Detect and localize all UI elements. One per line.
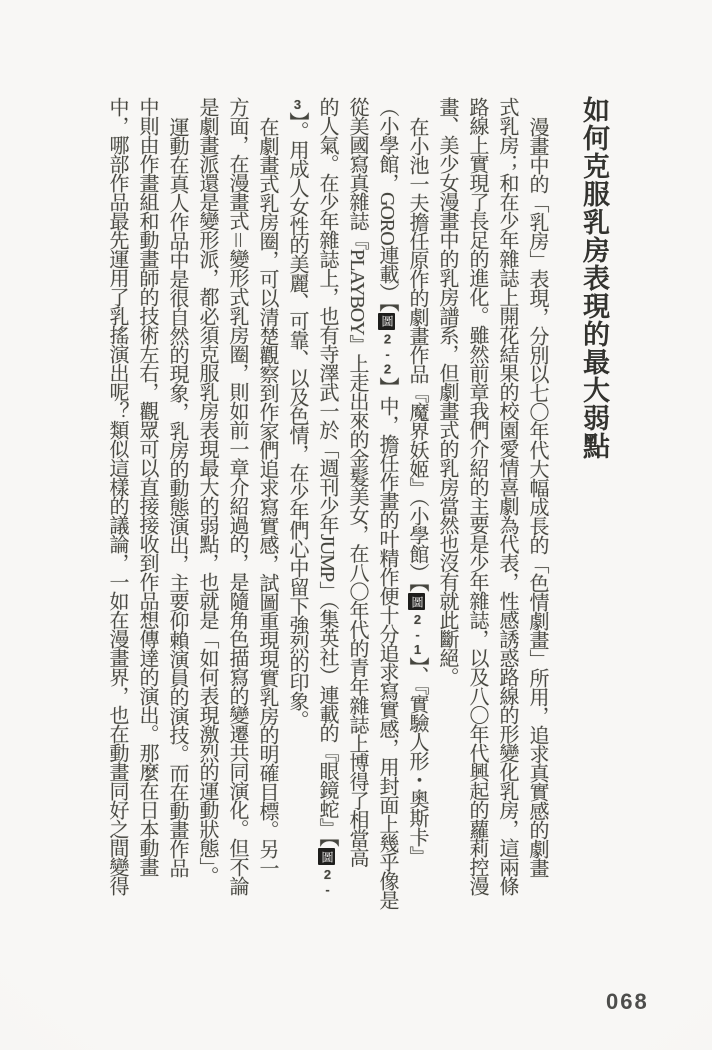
text-run: 畫、美少女漫畫中的乳房譜系，但劇畫式的乳房當然也沒有就此斷絕。 — [436, 97, 458, 686]
text-run: 是劇畫派還是變形派，都必須克服乳房表現最大的弱點，也就是「如何表現激烈的運動狀態」。 — [196, 97, 218, 885]
text-column — [222, 97, 252, 909]
text-run: 式乳房；和在少年雜誌上開花結果的校園愛情喜劇為代表，性感誘惑路線的形變化乳房，這兩條 — [496, 97, 518, 895]
text-run: 中，哪部作品最先運用了乳搖演出呢？類似這樣的議論，一如在漫畫界，也在動畫同好之間變得 — [106, 97, 128, 895]
text-column — [492, 97, 522, 909]
text-run: 在劇畫式乳房圈，可以清楚觀察到作家們追求寫實感，試圖重現現實乳房的明確目標。另一 — [256, 117, 278, 877]
text-column — [372, 97, 402, 909]
figure-ref-icon: 圖 — [378, 313, 395, 330]
text-run: 從美國寫真雜誌『PLAYBOY』上走出來的金髮美女，在八〇年代的青年雜誌上博得了相當高 — [346, 97, 368, 867]
figure-ref-number: 3 — [290, 97, 305, 112]
text-column — [282, 97, 312, 909]
text-run: 路線上實現了長足的進化。雖然前章我們介紹的主要是少年雜誌，以及八〇年代興起的蘿莉控漫 — [466, 97, 488, 895]
figure-ref-number: 2- — [320, 867, 335, 898]
text-run: 在小池一夫擔任原作的劇畫作品『魔界妖姬』（小學館）【 — [406, 117, 428, 591]
text-column — [102, 97, 132, 909]
text-column — [402, 97, 432, 909]
text-run: 】、『實驗人形・奧斯卡』 — [406, 657, 428, 865]
body-text — [102, 97, 552, 909]
text-run: （小學館，GORO連載）【 — [376, 97, 398, 311]
figure-ref-number: 2-2 — [380, 331, 395, 377]
figure-ref-number: 2-1 — [410, 612, 425, 657]
text-column — [312, 97, 342, 909]
text-run: 中則由作畫組和動畫師的技術左右，觀眾可以直接接收到作品想傳達的演出。那麼在日本動畫 — [136, 97, 158, 876]
text-column — [252, 97, 282, 909]
text-column — [522, 97, 552, 909]
text-run: 的人氣。在少年雜誌上，也有寺澤武一於「週刊少年JUMP」（集英社）連載的『眼鏡蛇』【 — [316, 97, 338, 847]
page-title: 如何克服乳房表現的最大弱點 — [579, 96, 609, 460]
text-run: 】中，擔任作畫的叶精作便十分追求寫實感，用封面上幾乎像是 — [376, 376, 398, 909]
figure-ref-icon: 圖 — [408, 593, 425, 610]
text-column — [342, 97, 372, 909]
text-run: 】。用成人女性的美麗、可靠、以及色情，在少年們心中留下強烈的印象。 — [286, 112, 308, 729]
text-column — [132, 97, 162, 909]
page-number: 068 — [606, 989, 649, 1014]
text-column — [432, 97, 462, 909]
text-run: 漫畫中的「乳房」表現，分別以七〇年代大幅成長的「色情劇畫」所用，追求真實感的劇畫 — [526, 117, 548, 877]
text-run: 運動在真人作品中是很自然的現象，乳房的動態演出，主要仰賴演員的演技。而在動畫作品 — [166, 117, 188, 877]
figure-ref-icon: 圖 — [318, 848, 335, 865]
text-column — [462, 97, 492, 909]
text-run: 方面，在漫畫式＝變形式乳房圈，則如前一章介紹過的，是隨角色描寫的變遷共同演化。但不論 — [226, 97, 248, 895]
text-column — [192, 97, 222, 909]
text-column — [162, 97, 192, 909]
